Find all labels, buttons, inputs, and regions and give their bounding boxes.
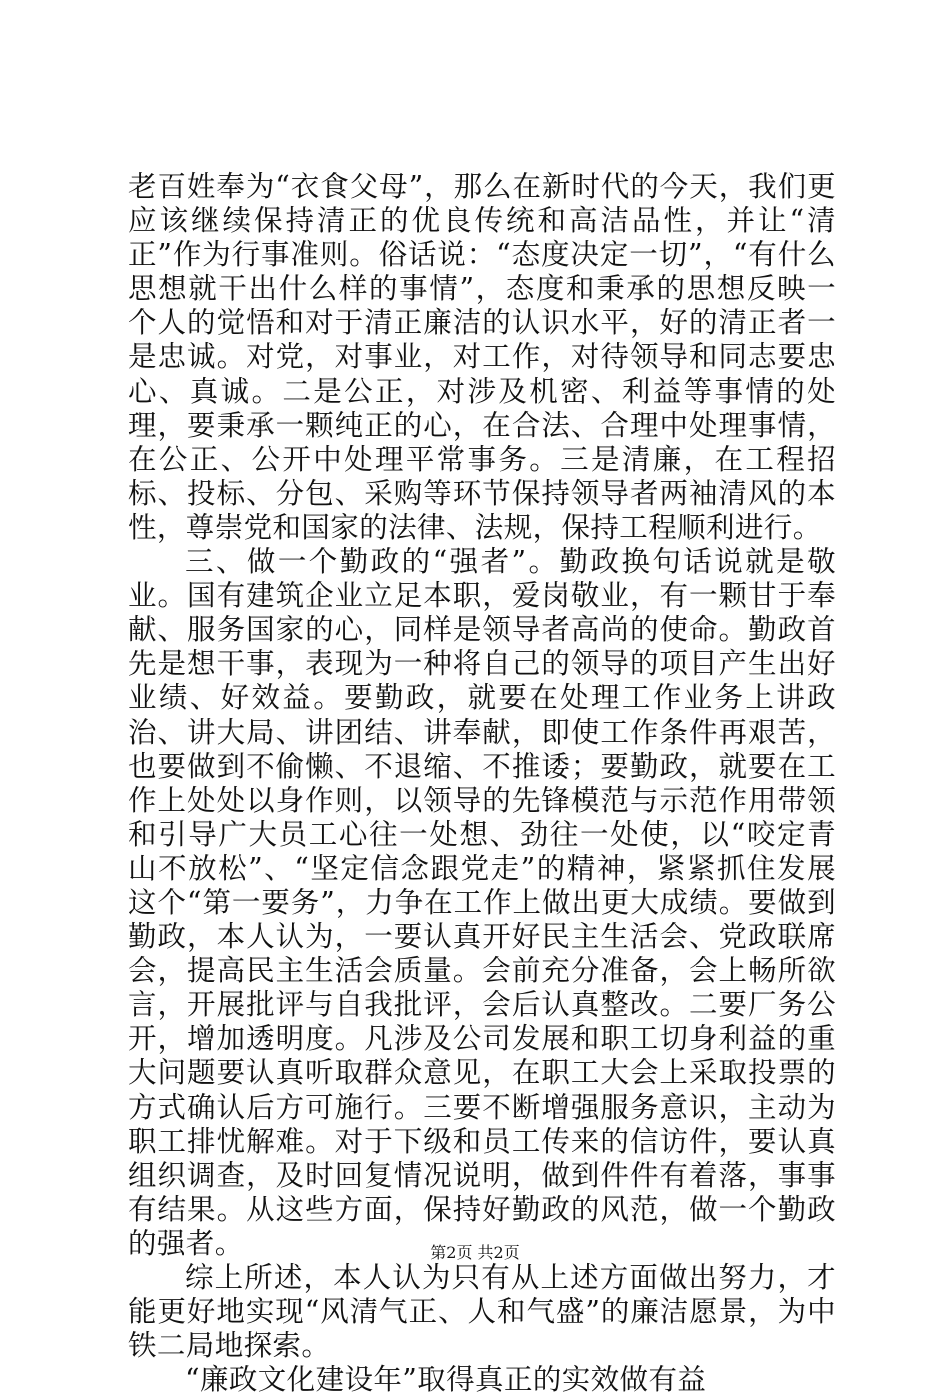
paragraph-summary: 综上所述，本人认为只有从上述方面做出努力，才能更好地实现“风清气正、人和气盛”的廉洁愿景，为中铁二局地探索。 bbox=[128, 1261, 836, 1363]
paragraph-closing-fragment: “廉政文化建设年”取得真正的实效做有益 bbox=[185, 1363, 707, 1397]
document-body bbox=[128, 170, 836, 1397]
page-number-footer: 第2页 共2页 bbox=[430, 1243, 520, 1262]
paragraph-diligent-governance: 三、做一个勤政的“强者”。勤政换句话说就是敬业。国有建筑企业立足本职，爱岗敬业，有一颗甘于奉献、服务国家的心，同样是领导者高尚的使命。勤政首先是想干事，表现为一种将自己的领导的项目产生出好业绩、好效益。要勤政，就要在处理工作业务上讲政治、讲大局、讲团结、讲奉献，即使工作条件再艰苦，也要做到不偷懒、不退缩、不推诿；要勤政，就要在工作上处处以身作则，以领导的先锋模范与示范作用带领和引导广大员工心往一处想、劲往一处使，以“咬定青山不放松”、“坚定信念跟党走”的精神，紧紧抓住发展这个“第一要务”，力争在工作上做出更大成绩。要做到勤政，本人认为，一要认真开好民主生活会、党政联席会，提高民主生活会质量。会前充分准备，会上畅所欲言，开展批评与自我批评，会后认真整改。二要厂务公开，增加透明度。凡涉及公司发展和职工切身利益的重大问题要认真听取群众意见，在职工大会上采取投票的方式确认后方可施行。三要不断增强服务意识，主动为职工排忧解难。对于下级和员工传来的信访件，要认真组织调查，及时回复情况说明，做到件件有着落，事事有结果。从这些方面，保持好勤政的风范，做一个勤政的强者。 bbox=[128, 545, 836, 1260]
paragraph-clean-integrity: 老百姓奉为“衣食父母”，那么在新时代的今天，我们更应该继续保持清正的优良传统和高洁品性，并让“清正”作为行事准则。俗话说：“态度决定一切”，“有什么思想就干出什么样的事情”，态度和秉承的思想反映一个人的觉悟和对于清正廉洁的认识水平，好的清正者一是忠诚。对党，对事业，对工作，对待领导和同志要忠心、真诚。二是公正，对涉及机密、利益等事情的处理，要秉承一颗纯正的心，在合法、合理中处理事情，在公正、公开中处理平常事务。三是清廉，在工程招标、投标、分包、采购等环节保持领导者两袖清风的本性，尊崇党和国家的法律、法规，保持工程顺利进行。 bbox=[128, 170, 836, 544]
